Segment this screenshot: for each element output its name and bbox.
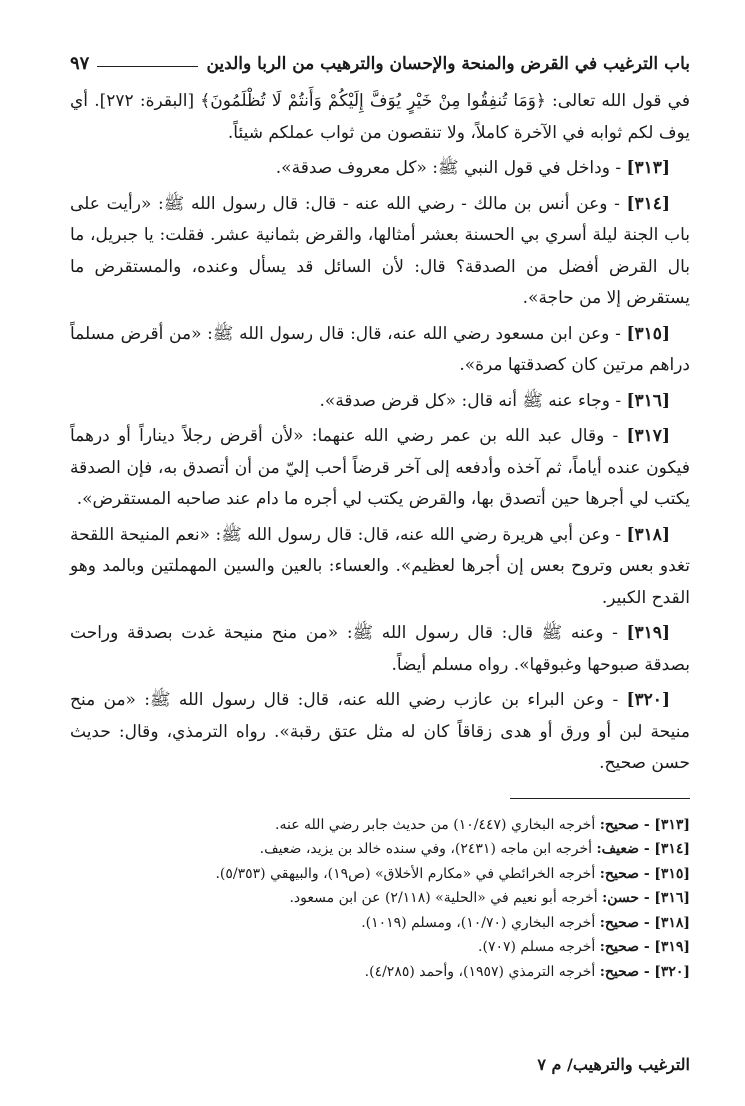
hadith-paragraph: [70, 319, 690, 382]
hadith-number: [٣١٨]: [626, 524, 670, 545]
footnote: [70, 935, 690, 960]
footnote: [70, 960, 690, 985]
hadith-paragraph: [70, 386, 690, 418]
footnote-text: أخرجه أبو نعيم في «الحلية» (٢/١١٨) عن ابن مسعود.: [289, 890, 603, 906]
footnote-text: أخرجه البخاري (١٠/٧٠)، ومسلم (١٠١٩).: [361, 914, 600, 931]
header-title: باب الترغيب في القرض والمنحة والإحسان والترهيب من الربا والدين: [206, 54, 690, 74]
page-footer: الترغيب والترهيب/ م ٧: [537, 1055, 690, 1074]
hadith-text: - وعن ابن مسعود رضي الله عنه، قال: قال رسول الله ﷺ: «من أقرض مسلماً دراهم مرتين كان كصدقتها مرة».: [70, 323, 690, 375]
footnote: [70, 911, 690, 936]
hadith-text: - وداخل في قول النبي ﷺ: «كل معروف صدقة».: [275, 158, 627, 178]
hadith-number: [٣١٩]: [626, 623, 670, 643]
hadith-text: - وعن أنس بن مالك - رضي الله عنه - قال: قال رسول الله ﷺ: «رأيت على باب الجنة ليلة أسري بي الحسنة بعشر أمثالها، والقرض بثمانية عشر. فقلت: يا جبريل، ما بال القرض أفضل من الصدقة؟ قال: لأن السائل قد يسأل وعنده، والمستقرض ما يستقرض إلا من حاجة».: [70, 193, 690, 308]
paragraph: [70, 86, 690, 149]
hadith-paragraph: [70, 520, 690, 615]
footnote-grade: - صحيح:: [599, 963, 650, 980]
footnote-text: أخرجه الخرائطي في «مكارم الأخلاق» (ص١٩)، والبيهقي (٥/٣٥٣).: [215, 865, 600, 882]
document-page: [70, 44, 690, 1074]
footnote: [70, 886, 690, 911]
hadith-text: - وجاء عنه ﷺ أنه قال: «كل قرض صدقة».: [319, 390, 627, 411]
page-number: ٩٧: [70, 53, 90, 74]
hadith-number: [٣١٥]: [626, 323, 670, 344]
footnote: [70, 862, 690, 887]
hadith-text: - وعنه ﷺ قال: قال رسول الله ﷺ: «من منح منيحة غدت بصدقة وراحت بصدقة صبوحها وغبوقها». رواه مسلم أيضاً.: [70, 623, 690, 675]
footnote-grade: - صحيح:: [599, 914, 650, 931]
body-text: [70, 86, 690, 780]
footnote-text: أخرجه ابن ماجه (٢٤٣١)، وفي سنده خالد بن يزيد، ضعيف.: [259, 841, 597, 857]
hadith-text: - وعن البراء بن عازب رضي الله عنه، قال: قال رسول الله ﷺ: «من منح منيحة لبن أو ورق أو هدى زقاقاً كان له مثل عتق رقبة». رواه الترمذي، وقال: حديث حسن صحيح.: [70, 690, 690, 773]
footnote-number: [٣١٤]: [654, 841, 690, 857]
paragraph-text: في قول الله تعالى: ﴿وَمَا تُنفِقُوا مِنْ خَيْرٍ يُوَفَّ إِلَيْكُمْ وَأَنتُمْ لَا تُظْلَمُونَ﴾ [البقرة: ٢٧٢]. أي يوف لكم ثوابه في الآخرة كاملاً، ولا تنقصون من ثواب عملكم شيئاً.: [70, 91, 690, 143]
footnote-number: [٣١٥]: [654, 865, 690, 882]
footnotes: [70, 813, 690, 985]
footnote-number: [٣١٩]: [654, 939, 690, 955]
footnote-number: [٣١٨]: [654, 914, 690, 931]
footnote: [70, 837, 690, 862]
hadith-number: [٣١٣]: [626, 158, 670, 178]
footnote-separator: [510, 798, 690, 799]
hadith-paragraph: [70, 685, 690, 780]
footnote-text: أخرجه الترمذي (١٩٥٧)، وأحمد (٤/٢٨٥).: [364, 963, 600, 980]
footnote-text: أخرجه البخاري (١٠/٤٤٧) من حديث جابر رضي الله عنه.: [275, 816, 600, 833]
footnote-number: [٣١٦]: [654, 890, 690, 906]
running-header: [70, 44, 690, 74]
hadith-number: [٣١٤]: [626, 193, 670, 214]
footnote-number: [٣٢٠]: [654, 963, 690, 980]
footnote-grade: - حسن:: [602, 890, 650, 906]
footnote-number: [٣١٣]: [654, 816, 690, 833]
hadith-paragraph: [70, 189, 690, 315]
hadith-number: [٣١٧]: [626, 426, 670, 446]
footnote-grade: - ضعيف:: [596, 841, 650, 857]
hadith-paragraph: [70, 421, 690, 516]
hadith-paragraph: [70, 618, 690, 681]
footnote-grade: - صحيح:: [599, 865, 650, 882]
hadith-text: - وعن أبي هريرة رضي الله عنه، قال: قال رسول الله ﷺ: «نعم المنيحة اللقحة تغدو بعس وتروح بعس إن أجرها لعظيم». والعساء: بالعين والسين المهملتين وبالمد وهو القدح الكبير.: [70, 524, 690, 608]
footnote: [70, 813, 690, 838]
hadith-text: - وقال عبد الله بن عمر رضي الله عنهما: «لأن أقرض رجلاً ديناراً أو درهماً فيكون عنده أياماً، ثم آخذه وأدفعه إلى آخر قرضاً أحب إليّ من أن أتصدق به، فإن الصدقة يكتب لي أجرها حين أتصدق بها، والقرض يكتب لي أجره ما دام عند صاحبه المستقرض».: [70, 426, 690, 509]
footnote-grade: - صحيح:: [599, 939, 650, 955]
hadith-number: [٣١٦]: [626, 390, 670, 411]
hadith-number: [٣٢٠]: [626, 690, 670, 710]
header-rule: [97, 66, 198, 67]
footnote-text: أخرجه مسلم (٧٠٧).: [478, 939, 600, 955]
footnote-grade: - صحيح:: [599, 816, 650, 833]
hadith-paragraph: [70, 153, 690, 185]
